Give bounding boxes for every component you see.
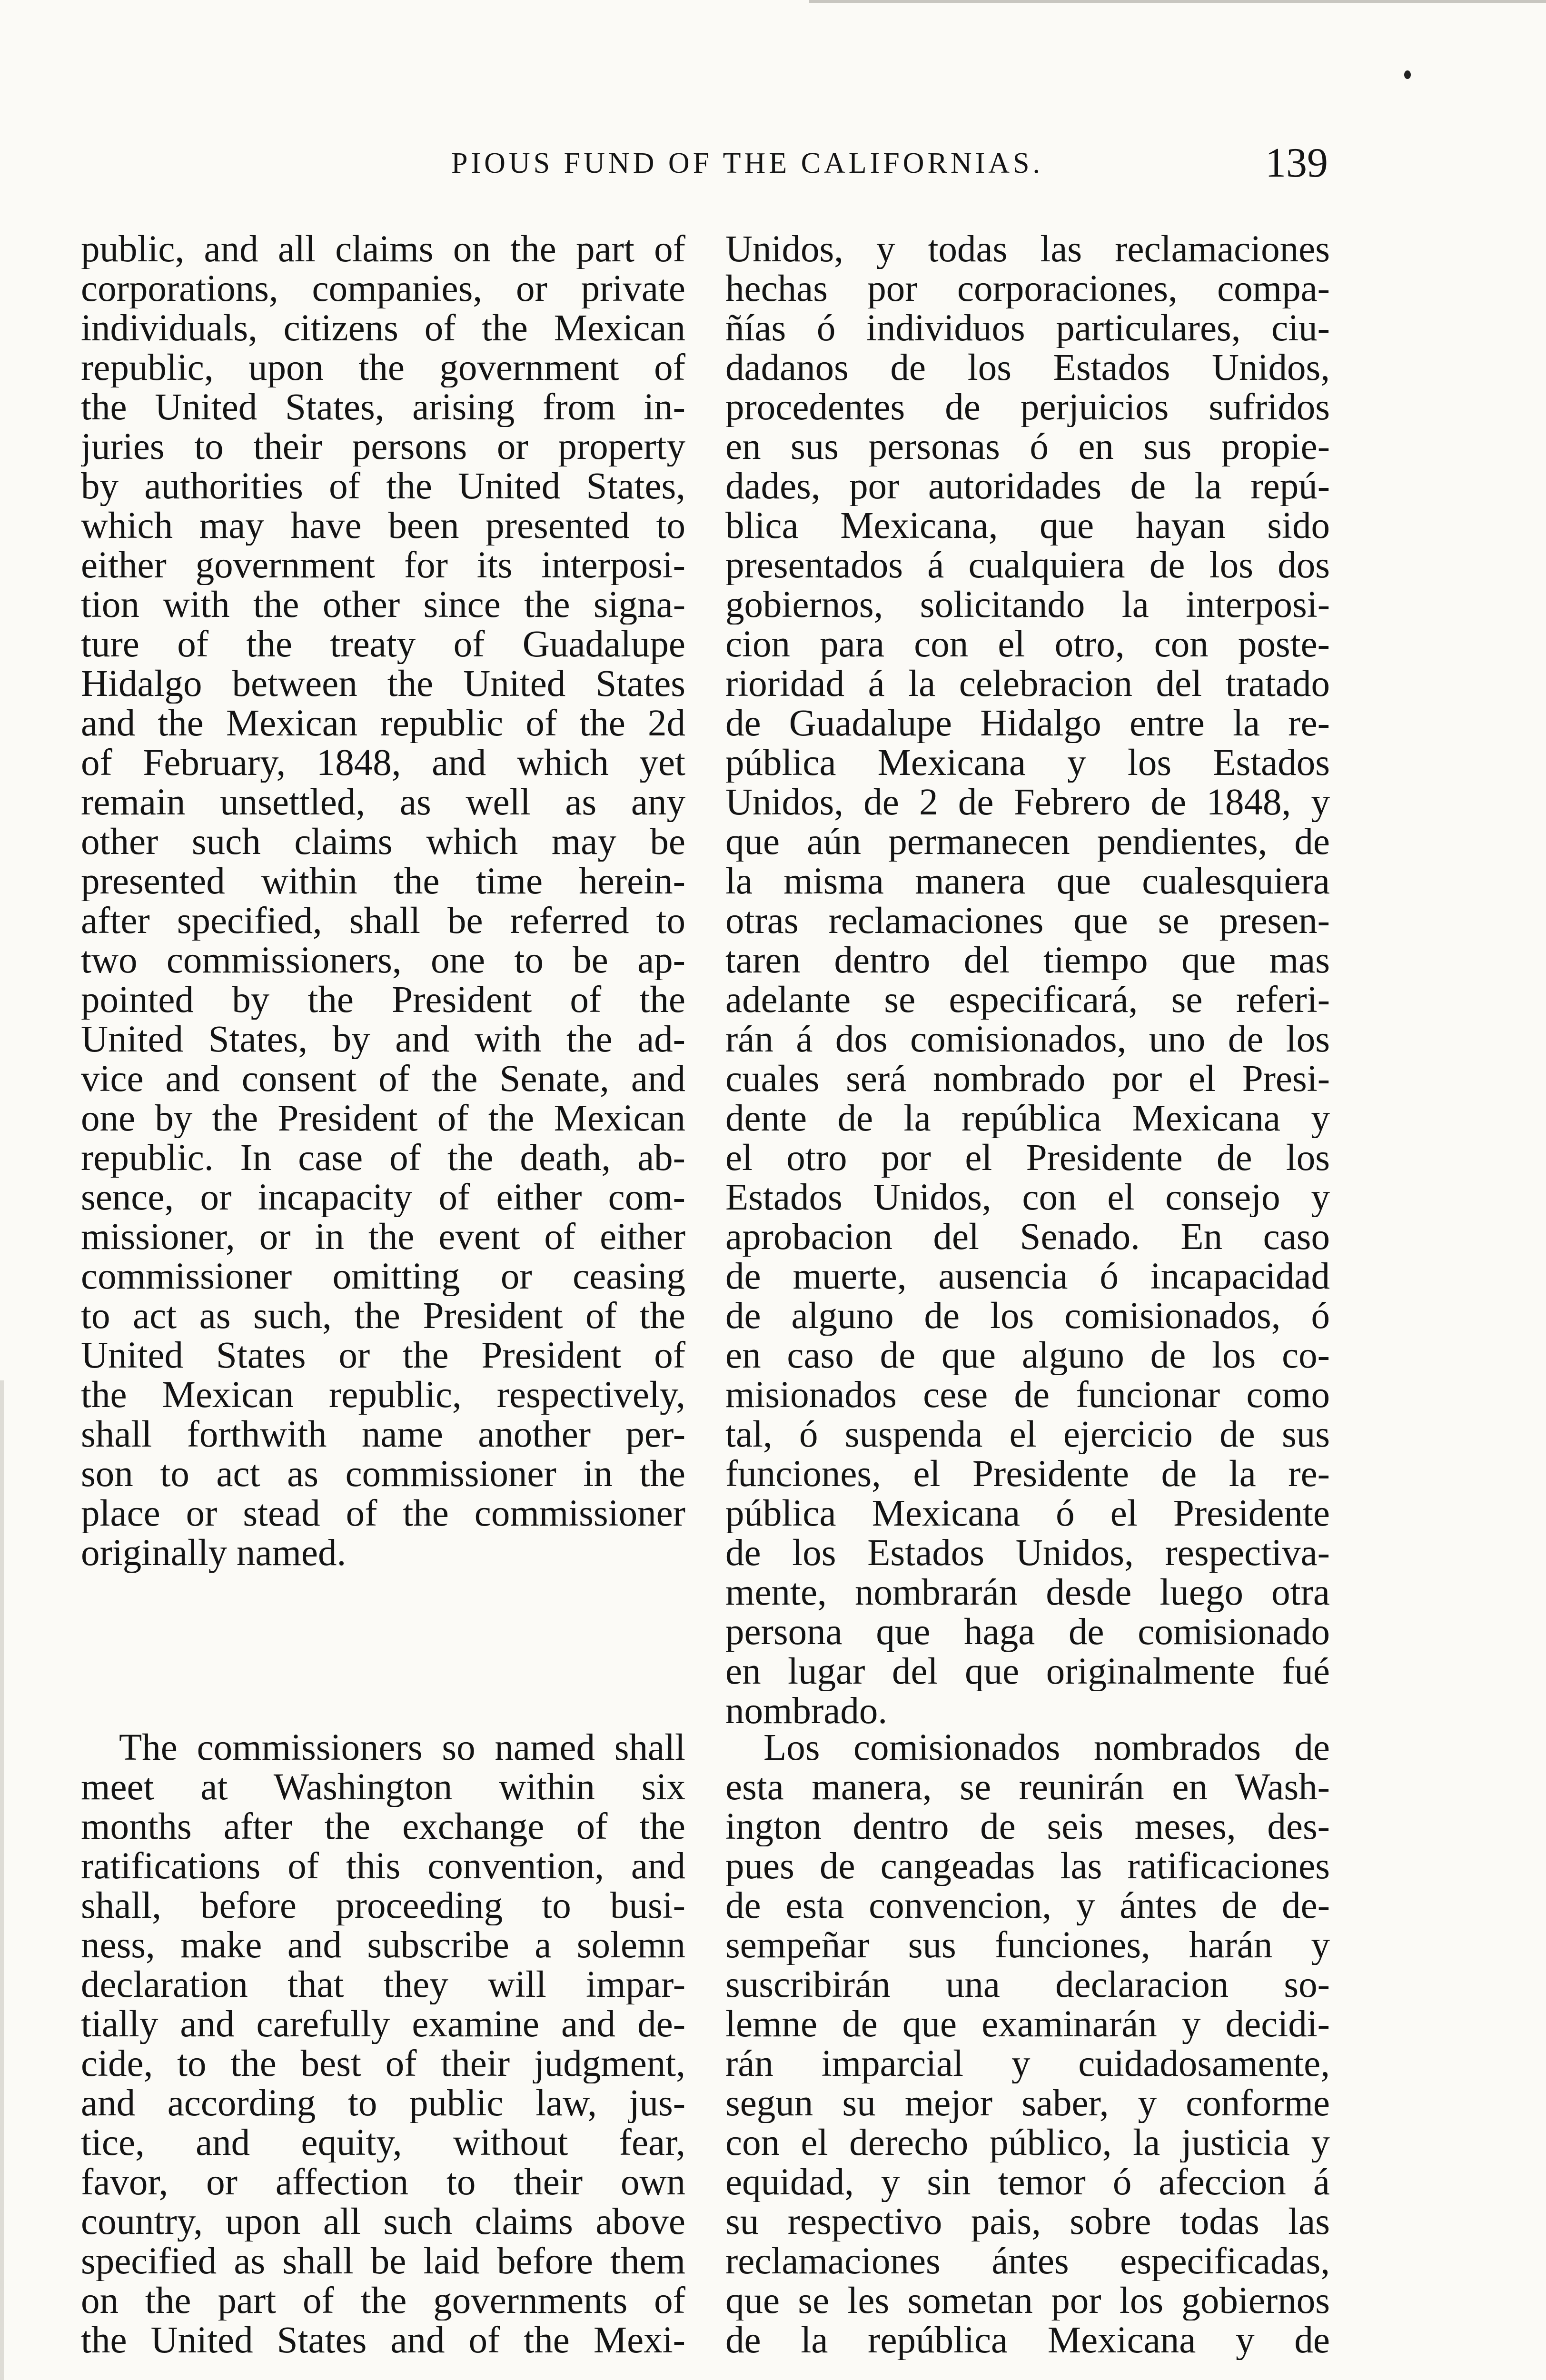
text-line: suscribirán una declaracion so- (725, 1965, 1330, 2004)
text-line: place or stead of the commissioner (81, 1494, 685, 1533)
text-line: Los comisionados nombrados de (763, 1728, 1330, 1767)
text-line: ness, make and subscribe a solemn (81, 1925, 685, 1965)
text-line: originally named. (81, 1533, 347, 1573)
text-line: con el derecho público, la justicia y (725, 2123, 1330, 2162)
text-line: individuals, citizens of the Mexican (81, 308, 685, 348)
spanish-paragraph-2 (725, 1728, 1330, 2360)
text-line: of February, 1848, and which yet (81, 743, 685, 783)
text-line: presentados á cualquiera de los dos (725, 545, 1330, 585)
text-line: missioner, or in the event of either (81, 1217, 685, 1257)
text-line: meet at Washington within six (81, 1767, 685, 1807)
text-line: Unidos, de 2 de Febrero de 1848, y (725, 783, 1330, 822)
text-line: either government for its interposi- (81, 545, 685, 585)
text-line: the United States and of the Mexi- (81, 2320, 685, 2360)
text-line: nombrado. (725, 1691, 888, 1731)
text-line: specified as shall be laid before them (81, 2241, 685, 2281)
text-line: which may have been presented to (81, 506, 685, 545)
text-line: republic. In case of the death, ab- (81, 1138, 685, 1178)
text-line: Estados Unidos, con el consejo y (725, 1178, 1330, 1217)
text-line: commissioner omitting or ceasing (81, 1257, 685, 1296)
text-line: by authorities of the United States, (81, 466, 685, 506)
text-line: en lugar del que originalmente fué (725, 1652, 1330, 1691)
text-line: aprobacion del Senado. En caso (725, 1217, 1330, 1257)
text-line: and according to public law, jus- (81, 2083, 685, 2123)
text-line: de los Estados Unidos, respectiva- (725, 1533, 1330, 1573)
text-line: cion para con el otro, con poste- (725, 625, 1330, 664)
text-line: taren dentro del tiempo que mas (725, 941, 1330, 980)
text-line: shall forthwith name another per- (81, 1415, 685, 1454)
text-line: vice and consent of the Senate, and (81, 1059, 685, 1099)
text-line: the United States, arising from in- (81, 387, 685, 427)
text-line: lemne de que examinarán y decidi- (725, 2004, 1330, 2044)
text-line: pointed by the President of the (81, 980, 685, 1020)
text-line: de alguno de los comisionados, ó (725, 1296, 1330, 1336)
text-line: de Guadalupe Hidalgo entre la re- (725, 704, 1330, 743)
text-line: gobiernos, solicitando la interposi- (725, 585, 1330, 625)
text-line: one by the President of the Mexican (81, 1099, 685, 1138)
text-line: otras reclamaciones que se presen- (725, 901, 1330, 941)
text-line: adelante se especificará, se referi- (725, 980, 1330, 1020)
text-line: shall, before proceeding to busi- (81, 1886, 685, 1925)
text-line: hechas por corporaciones, compa- (725, 269, 1330, 308)
text-line: tion with the other since the signa- (81, 585, 685, 625)
text-line: Unidos, y todas las reclamaciones (725, 229, 1330, 269)
text-line: tice, and equity, without fear, (81, 2123, 685, 2162)
text-line: after specified, shall be referred to (81, 901, 685, 941)
text-line: dades, por autoridades de la repú- (725, 466, 1330, 506)
ink-speck (1404, 70, 1411, 79)
text-line: on the part of the governments of (81, 2281, 685, 2320)
text-line: to act as such, the President of the (81, 1296, 685, 1336)
page-header (81, 140, 1328, 195)
text-line: sence, or incapacity of either com- (81, 1178, 685, 1217)
text-line: procedentes de perjuicios sufridos (725, 387, 1330, 427)
text-line: pública Mexicana ó el Presidente (725, 1494, 1330, 1533)
text-line: rioridad á la celebracion del tratado (725, 664, 1330, 704)
text-line: rán imparcial y cuidadosamente, (725, 2044, 1330, 2083)
text-line: persona que haga de comisionado (725, 1612, 1330, 1652)
text-line: reclamaciones ántes especificadas, (725, 2241, 1330, 2281)
text-line: United States or the President of (81, 1336, 685, 1375)
text-line: equidad, y sin temor ó afeccion á (725, 2162, 1330, 2202)
text-line: pues de cangeadas las ratificaciones (725, 1846, 1330, 1886)
text-line: cuales será nombrado por el Presi- (725, 1059, 1330, 1099)
text-line: funciones, el Presidente de la re- (725, 1454, 1330, 1494)
text-line: months after the exchange of the (81, 1807, 685, 1846)
text-line: remain unsettled, as well as any (81, 783, 685, 822)
text-line: juries to their persons or property (81, 427, 685, 466)
text-line: la misma manera que cualesquiera (725, 862, 1330, 901)
text-line: declaration that they will impar- (81, 1965, 685, 2004)
text-line: sempeñar sus funciones, harán y (725, 1925, 1330, 1965)
text-line: public, and all claims on the part of (81, 229, 685, 269)
english-paragraph-2 (81, 1728, 685, 2360)
text-line: Hidalgo between the United States (81, 664, 685, 704)
text-line: en sus personas ó en sus propie- (725, 427, 1330, 466)
text-line: corporations, companies, or private (81, 269, 685, 308)
text-line: tal, ó suspenda el ejercicio de sus (725, 1415, 1330, 1454)
text-line: rán á dos comisionados, uno de los (725, 1020, 1330, 1059)
spanish-paragraph-1 (725, 229, 1330, 1731)
text-line: pública Mexicana y los Estados (725, 743, 1330, 783)
text-line: other such claims which may be (81, 822, 685, 862)
text-line: and the Mexican republic of the 2d (81, 704, 685, 743)
text-line: esta manera, se reunirán en Wash- (725, 1767, 1330, 1807)
page-edge-line (809, 0, 1546, 3)
text-line: presented within the time herein- (81, 862, 685, 901)
text-line: favor, or affection to their own (81, 2162, 685, 2202)
text-line: the Mexican republic, respectively, (81, 1375, 685, 1415)
text-line: de la república Mexicana y de (725, 2320, 1330, 2360)
text-line: country, upon all such claims above (81, 2202, 685, 2241)
text-line: United States, by and with the ad- (81, 1020, 685, 1059)
text-line: de esta convencion, y ántes de de- (725, 1886, 1330, 1925)
text-line: que aún permanecen pendientes, de (725, 822, 1330, 862)
text-line: que se les sometan por los gobiernos (725, 2281, 1330, 2320)
text-line: segun su mejor saber, y conforme (725, 2083, 1330, 2123)
text-line: ratifications of this convention, and (81, 1846, 685, 1886)
text-line: son to act as commissioner in the (81, 1454, 685, 1494)
text-line: misionados cese de funcionar como (725, 1375, 1330, 1415)
text-line: en caso de que alguno de los co- (725, 1336, 1330, 1375)
binding-edge (0, 1380, 4, 2380)
text-line: dente de la república Mexicana y (725, 1099, 1330, 1138)
english-paragraph-1 (81, 229, 685, 1573)
text-line: de muerte, ausencia ó incapacidad (725, 1257, 1330, 1296)
text-line: su respectivo pais, sobre todas las (725, 2202, 1330, 2241)
text-line: two commissioners, one to be ap- (81, 941, 685, 980)
text-line: ture of the treaty of Guadalupe (81, 625, 685, 664)
text-line: blica Mexicana, que hayan sido (725, 506, 1330, 545)
text-line: The commissioners so named shall (119, 1728, 685, 1767)
text-line: ington dentro de seis meses, des- (725, 1807, 1330, 1846)
text-line: ñías ó individuos particulares, ciu- (725, 308, 1330, 348)
text-line: republic, upon the government of (81, 348, 685, 387)
text-line: tially and carefully examine and de- (81, 2004, 685, 2044)
text-line: mente, nombrarán desde luego otra (725, 1573, 1330, 1612)
running-title: PIOUS FUND OF THE CALIFORNIAS. (451, 147, 1044, 179)
text-line: dadanos de los Estados Unidos, (725, 348, 1330, 387)
text-line: el otro por el Presidente de los (725, 1138, 1330, 1178)
text-line: cide, to the best of their judgment, (81, 2044, 685, 2083)
page-number: 139 (1265, 140, 1328, 186)
